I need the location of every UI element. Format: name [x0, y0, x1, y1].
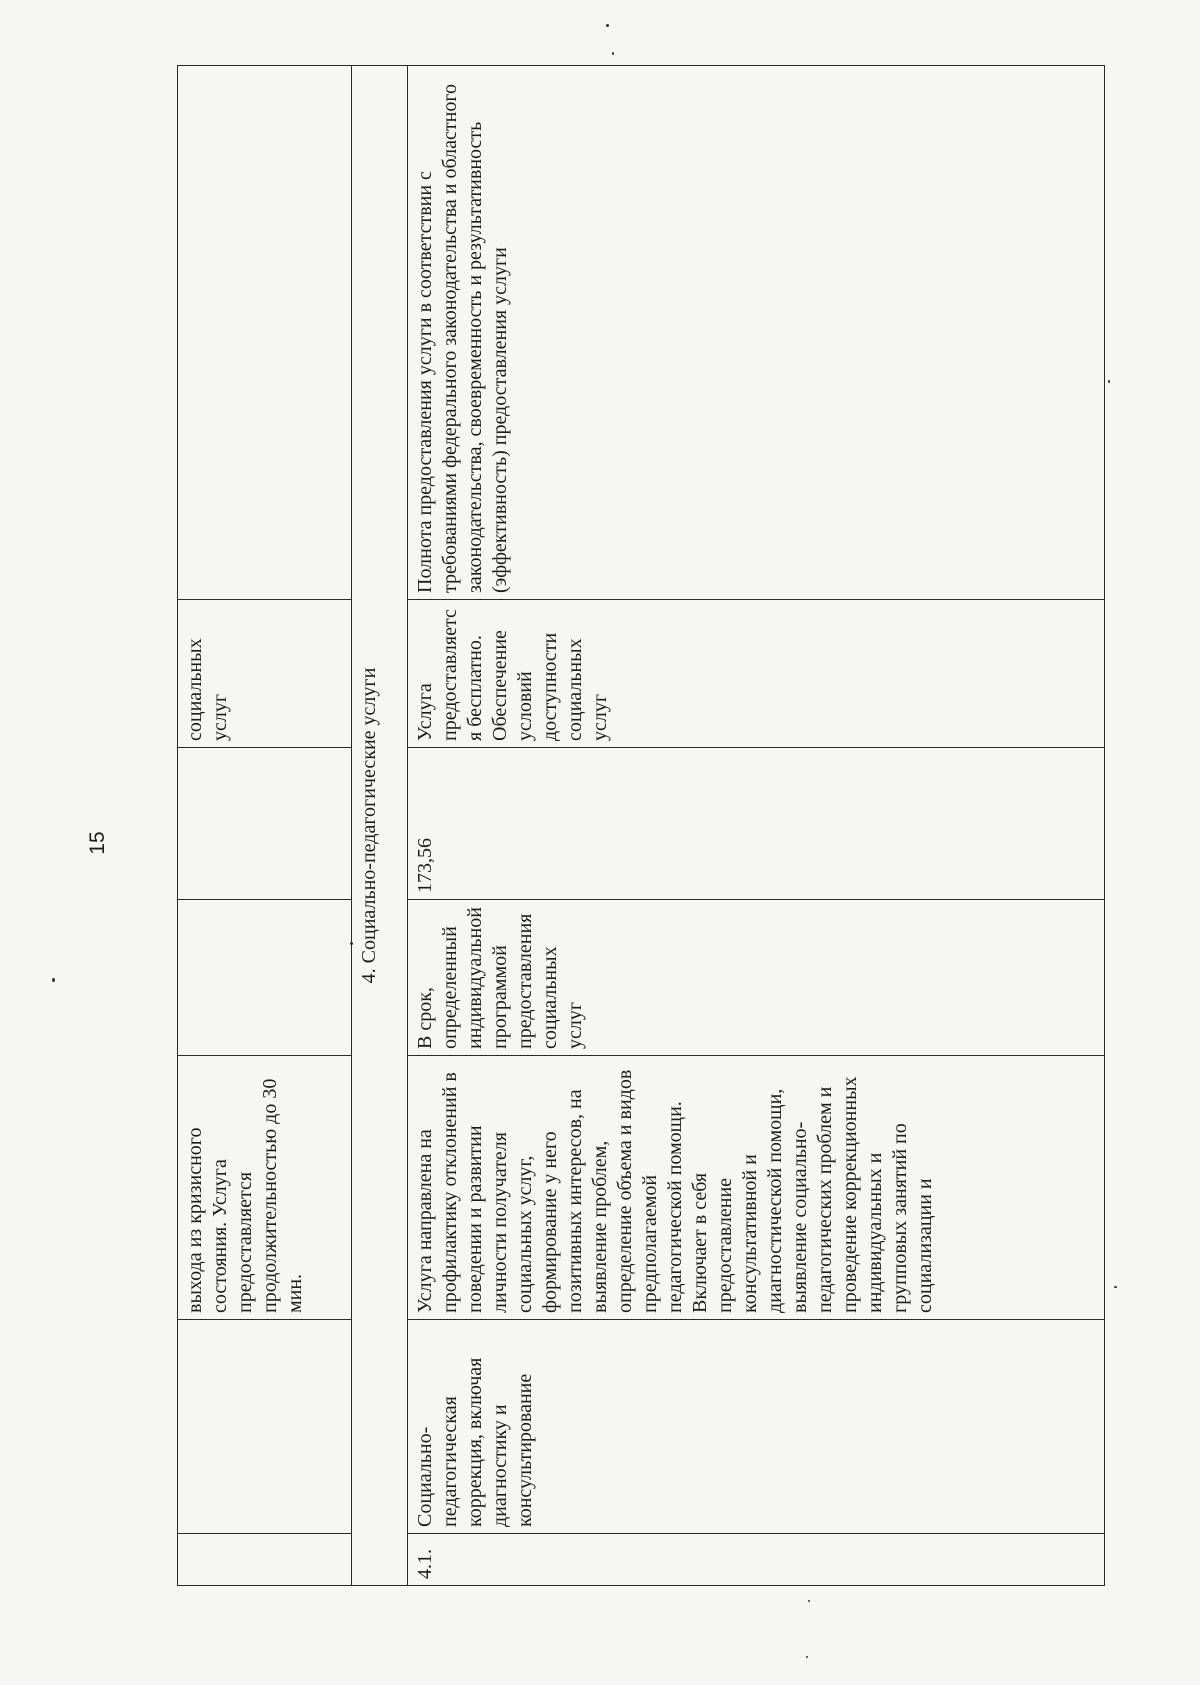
- scan-speck: [806, 1656, 808, 1658]
- rotated-table-container: [177, 66, 1104, 1586]
- cont-cell-description: выхода из кризисного состояния. Услуга предоставляется продолжительностью до 30 мин.: [178, 1056, 352, 1320]
- page-number: 15: [86, 831, 109, 855]
- services-table: [177, 65, 1105, 1586]
- cell-term: В срок, определенный индивидуальной программой предоставления социальных услуг: [408, 900, 1105, 1056]
- scan-speck: [52, 978, 55, 982]
- cell-tariff: 173,56: [408, 748, 1105, 900]
- scan-speck: [612, 52, 614, 55]
- cell-conditions: Услуга предоставляется бесплатно. Обеспечение условий доступности социальных услуг: [408, 600, 1105, 748]
- cont-cell-term: [178, 900, 352, 1056]
- section-title: 4. Социально-педагогические услуги: [352, 66, 408, 1586]
- cell-quality: Полнота предоставления услуги в соответствии с требованиями федерального законодательства и областного законодательства, своевременность и результативность (эффективность) предоставления услуги: [408, 66, 1105, 600]
- cont-cell-number: [178, 1534, 352, 1586]
- table-row: [408, 66, 1105, 1586]
- cell-service-name: Социально-педагогическая коррекция, включая диагностику и консультирование: [408, 1320, 1105, 1534]
- continuation-row: [178, 66, 352, 1586]
- scan-speck: [606, 24, 609, 27]
- cont-cell-name: [178, 1320, 352, 1534]
- cell-number: 4.1.: [408, 1534, 1105, 1586]
- scan-speck: [808, 1600, 810, 1602]
- section-title-row: [352, 66, 408, 1586]
- scan-speck: [1108, 380, 1110, 383]
- cell-description: Услуга направлена на профилактику отклонений в поведении и развитии личности получателя социальных услуг, формирование у него позитивных интересов, на выявление проблем, определение объема и видов предполагаемой педагогической помощи. Включает в себя предоставление консультативной и диагностической помощи, выявление социально-педагогических проблем и проведение коррекционных индивидуальных и групповых занятий по социализации и: [408, 1056, 1105, 1320]
- cont-cell-conditions: социальных услуг: [178, 600, 352, 748]
- cont-cell-tariff: [178, 748, 352, 900]
- scan-speck: [1114, 1286, 1117, 1288]
- cont-cell-quality: [178, 66, 352, 600]
- scan-speck: [350, 942, 353, 945]
